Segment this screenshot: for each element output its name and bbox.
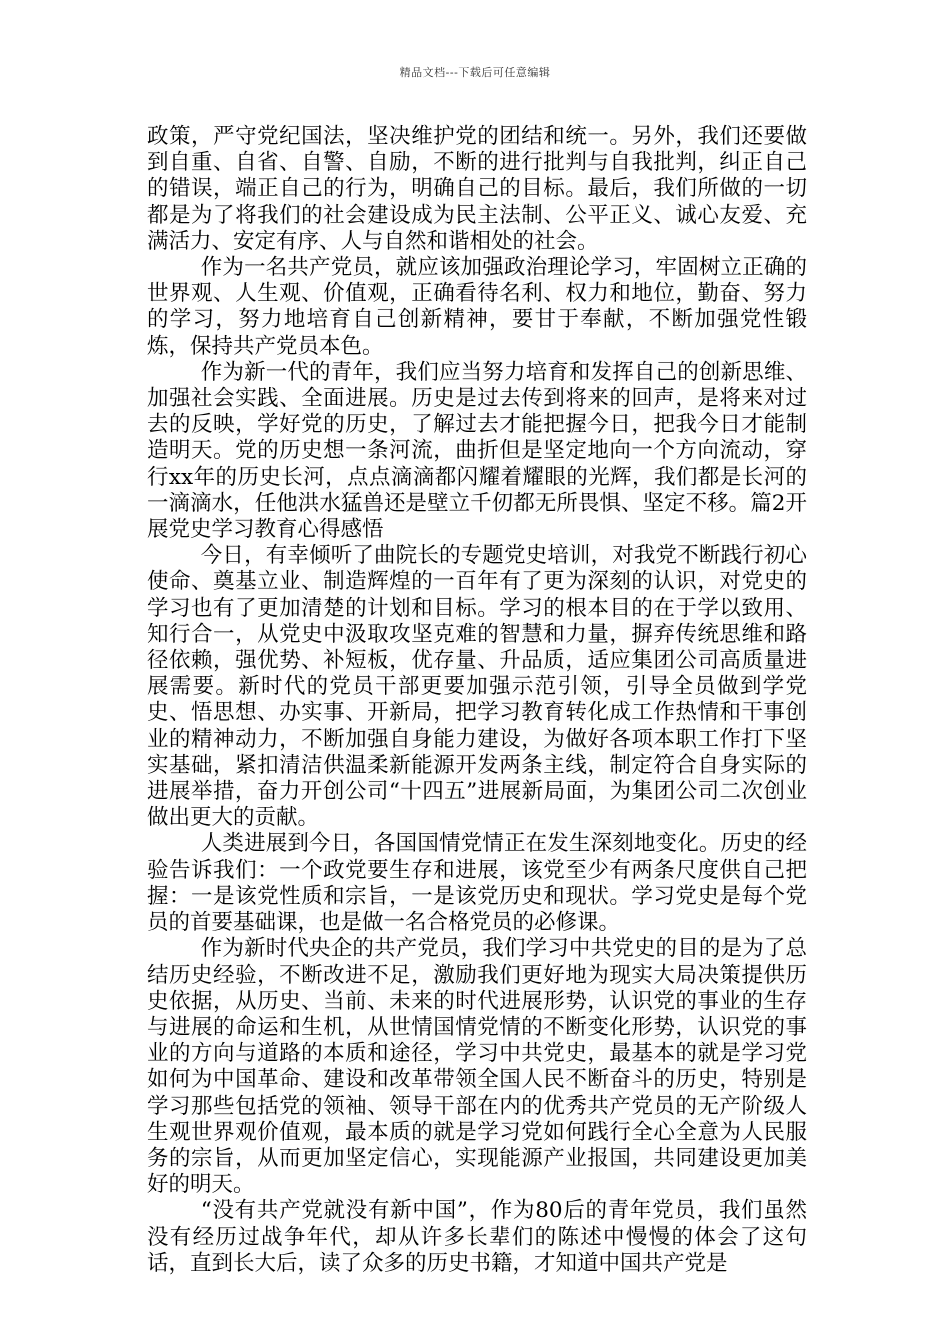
page-header: 精品文档---下载后可任意编辑	[399, 66, 551, 79]
paragraph-2: 作为一名共产党员，就应该加强政治理论学习，牢固树立正确的世界观、人生观、价值观，正确看待名利、权力和地位，勤奋、努力的学习，努力地培育自己创新精神，要甘于奉献，不断加强党性锻炼，保持共产党员本色。	[147, 255, 807, 359]
paragraph-3: 作为新一代的青年，我们应当努力培育和发挥自己的创新思维、加强社会实践、全面进展。历史是过去传到将来的回声，是将来对过去的反映，学好党的历史，了解过去才能把握今日，把我今日才能制造明天。党的历史想一条河流，曲折但是坚定地向一个方向流动，穿行xx年的历史长河，点点滴滴都闪耀着耀眼的光辉，我们都是长河的一滴滴水，任他洪水猛兽还是壁立千仞都无所畏惧、坚定不移。篇2开展党史学习教育心得感悟	[147, 359, 807, 543]
paragraph-7: “没有共产党就没有新中国”，作为80后的青年党员，我们虽然没有经历过战争年代，却从许多长辈们的陈述中慢慢的体会了这句话，直到长大后，读了众多的历史书籍，才知道中国共产党是	[147, 1198, 807, 1276]
paragraph-5: 人类进展到今日，各国国情党情正在发生深刻地变化。历史的经验告诉我们：一个政党要生存和进展，该党至少有两条尺度供自己把握：一是该党性质和宗旨，一是该党历史和现状。学习党史是每个党员的首要基础课，也是做一名合格党员的必修课。	[147, 831, 807, 936]
paragraph-1: 政策，严守党纪国法，坚决维护党的团结和统一。另外，我们还要做到自重、自省、自警、自励，不断的进行批判与自我批判，纠正自己的错误，端正自己的行为，明确自己的目标。最后，我们所做的一切都是为了将我们的社会建设成为民主法制、公平正义、诚心友爱、充满活力、安定有序、人与自然和谐相处的社会。	[147, 124, 807, 254]
paragraph-4: 今日，有幸倾听了曲院长的专题党史培训，对我党不断践行初心使命、奠基立业、制造辉煌的一百年有了更为深刻的认识，对党史的学习也有了更加清楚的计划和目标。学习的根本目的在于学以致用、知行合一，从党史中汲取攻坚克难的智慧和力量，摒弃传统思维和路径依赖，强优势、补短板，优存量、升品质，适应集团公司高质量进展需要。新时代的党员干部更要加强示范引领，引导全员做到学党史、悟思想、办实事、开新局，把学习教育转化成工作热情和干事创业的精神动力，不断加强自身能力建设，为做好各项本职工作打下坚实基础，紧扣清洁供温柔新能源开发两条主线，制定符合自身实际的进展举措，奋力开创公司“十四五”进展新局面，为集团公司二次创业做出更大的贡献。	[147, 543, 807, 831]
document-body	[147, 124, 807, 1277]
paragraph-6: 作为新时代央企的共产党员，我们学习中共党史的目的是为了总结历史经验，不断改进不足，激励我们更好地为现实大局决策提供历史依据，从历史、当前、未来的时代进展形势，认识党的事业的生存与进展的命运和生机，从世情国情党情的不断变化形势，认识党的事业的方向与道路的本质和途径，学习中共党史，最基本的就是学习党如何为中国革命、建设和改革带领全国人民不断奋斗的历史，特别是学习那些包括党的领袖、领导干部在内的优秀共产党员的无产阶级人生观世界观价值观，最本质的就是学习党如何践行全心全意为人民服务的宗旨，从而更加坚定信心，实现能源产业报国，共同建设更加美好的明天。	[147, 936, 807, 1198]
